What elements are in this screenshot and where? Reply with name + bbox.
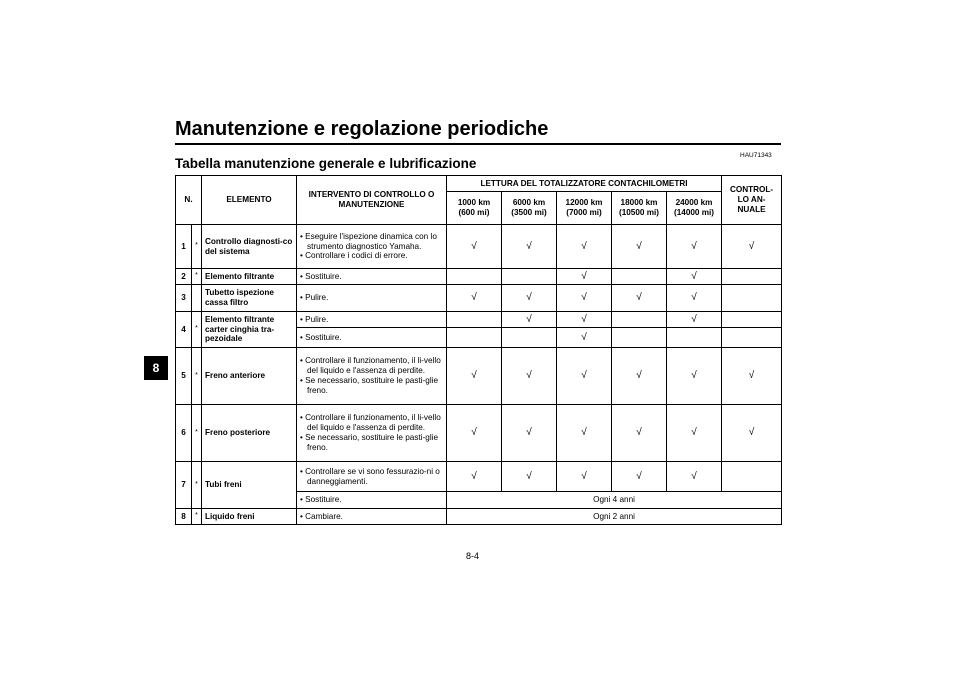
check-mark: √: [557, 348, 612, 405]
table-row: [176, 269, 782, 285]
row-element: Freno posteriore: [202, 405, 297, 462]
table-row: [176, 405, 782, 462]
page-number: 8-4: [466, 551, 480, 561]
check-mark: √: [612, 348, 667, 405]
title-rule: [175, 143, 781, 145]
check-mark: √: [447, 462, 502, 492]
check-mark: √: [557, 405, 612, 462]
row-number: 1: [176, 225, 192, 269]
interval-12000: 12000 km (7000 mi): [557, 192, 612, 225]
check-mark: √: [557, 462, 612, 492]
interval-1000: 1000 km (600 mi): [447, 192, 502, 225]
check-mark: √: [447, 285, 502, 312]
chapter-tab: 8: [144, 356, 168, 380]
check-mark: √: [722, 405, 782, 462]
row-star: *: [192, 405, 202, 462]
row-element: Freno anteriore: [202, 348, 297, 405]
row-intervention: • Sostituire.: [297, 328, 447, 348]
check-mark: √: [667, 225, 722, 269]
row-element: Liquido freni: [202, 509, 297, 525]
check-mark: √: [612, 285, 667, 312]
header-intervention: INTERVENTO DI CONTROLLO O MANUTENZIONE: [297, 176, 447, 225]
header-n: N.: [176, 176, 202, 225]
row-star: *: [192, 509, 202, 525]
header-odometer: LETTURA DEL TOTALIZZATORE CONTACHILOMETRI: [447, 176, 722, 192]
row-number: 7: [176, 462, 192, 509]
check-mark: √: [557, 269, 612, 285]
row-number: 4: [176, 312, 192, 348]
header-annual: CONTROL-LO AN-NUALE: [722, 176, 782, 225]
row-element: Elemento filtrante: [202, 269, 297, 285]
row-star: *: [192, 269, 202, 285]
check-mark: √: [502, 285, 557, 312]
row-star: *: [192, 312, 202, 348]
check-mark: √: [667, 405, 722, 462]
interval-24000: 24000 km (14000 mi): [667, 192, 722, 225]
row-element: Tubetto ispezione cassa filtro: [202, 285, 297, 312]
section-title: Tabella manutenzione generale e lubrificazione: [175, 156, 477, 171]
check-mark: √: [502, 348, 557, 405]
check-mark: √: [667, 285, 722, 312]
check-mark: √: [612, 405, 667, 462]
interval-18000: 18000 km (10500 mi): [612, 192, 667, 225]
row-number: 6: [176, 405, 192, 462]
table-row: [176, 225, 782, 269]
row-intervention: • Cambiare.: [297, 509, 447, 525]
row-element: Controllo diagnosti-co del sistema: [202, 225, 297, 269]
table-row: [176, 509, 782, 525]
maintenance-table: [175, 175, 782, 525]
row-number: 8: [176, 509, 192, 525]
check-mark: √: [502, 462, 557, 492]
row-intervention: • Controllare il funzionamento, il li-vello del liquido e l'assenza di perdite. • Se necessario, sostituire le pasti-glie freno.: [297, 348, 447, 405]
row-number: 2: [176, 269, 192, 285]
row-star: [192, 285, 202, 312]
row-intervention: • Sostituire.: [297, 492, 447, 509]
check-mark: √: [667, 348, 722, 405]
row-element: Elemento filtrante carter cinghia tra-pezoidale: [202, 312, 297, 348]
row-intervention: • Sostituire.: [297, 269, 447, 285]
row-number: 3: [176, 285, 192, 312]
interval-note: Ogni 4 anni: [447, 492, 782, 509]
check-mark: √: [557, 285, 612, 312]
reference-code: HAU71343: [740, 152, 772, 159]
check-mark: √: [447, 405, 502, 462]
table-row: [176, 462, 782, 492]
row-intervention: • Pulire.: [297, 312, 447, 328]
check-mark: √: [557, 225, 612, 269]
check-mark: √: [447, 348, 502, 405]
check-mark: √: [447, 225, 502, 269]
row-intervention: • Controllare se vi sono fessurazio-ni o danneggiamenti.: [297, 462, 447, 492]
row-intervention: • Controllare il funzionamento, il li-vello del liquido e l'assenza di perdite. • Se necessario, sostituire le pasti-glie freno.: [297, 405, 447, 462]
row-star: *: [192, 348, 202, 405]
check-mark: √: [557, 312, 612, 328]
row-star: *: [192, 225, 202, 269]
check-mark: √: [612, 462, 667, 492]
table-row: [176, 285, 782, 312]
check-mark: √: [502, 225, 557, 269]
table-row: [176, 312, 782, 328]
check-mark: √: [502, 405, 557, 462]
table-row: [176, 348, 782, 405]
row-element: Tubi freni: [202, 462, 297, 509]
check-mark: √: [612, 225, 667, 269]
interval-note: Ogni 2 anni: [447, 509, 782, 525]
row-star: *: [192, 462, 202, 509]
row-intervention: • Eseguire l'ispezione dinamica con lo strumento diagnostico Yamaha. • Controllare i codici di errore.: [297, 225, 447, 269]
check-mark: √: [502, 312, 557, 328]
page-title: Manutenzione e regolazione periodiche: [175, 118, 549, 140]
row-intervention: • Pulire.: [297, 285, 447, 312]
check-mark: √: [722, 348, 782, 405]
row-number: 5: [176, 348, 192, 405]
header-element: ELEMENTO: [202, 176, 297, 225]
check-mark: √: [667, 462, 722, 492]
interval-6000: 6000 km (3500 mi): [502, 192, 557, 225]
check-mark: √: [667, 269, 722, 285]
check-mark: √: [557, 328, 612, 348]
check-mark: √: [722, 225, 782, 269]
check-mark: √: [667, 312, 722, 328]
